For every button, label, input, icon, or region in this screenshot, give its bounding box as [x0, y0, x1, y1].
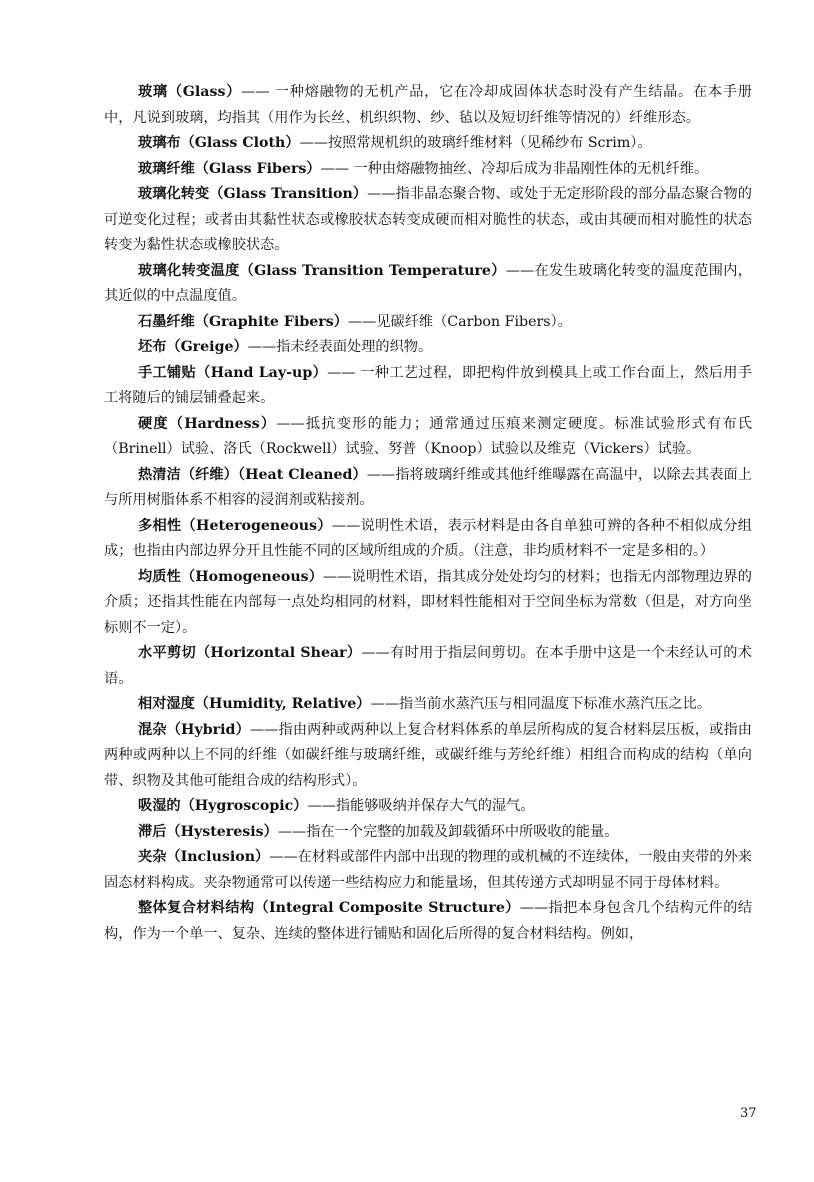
entry-term: 多相性（Heterogeneous）: [138, 517, 332, 534]
entry-term: 手工铺贴（Hand Lay-up）: [138, 364, 328, 381]
glossary-entry: [104, 463, 752, 514]
entry-definition: ——指在一个完整的加载及卸载循环中所吸收的能量。: [277, 823, 619, 840]
glossary-entry: [104, 259, 752, 310]
entry-term: 热清洁（纤维）（Heat Cleaned）: [138, 466, 367, 483]
entry-definition: ——在发生玻璃化转变的温度范围内，其近似的中点温度值。: [104, 262, 752, 304]
glossary-entry: [104, 896, 752, 947]
entry-definition: ——在材料或部件内部中出现的物理的或机械的不连续体，一般由夹带的外来固态材料构成。夹杂物通常可以传递一些结构应力和能量场，但其传递方式却明显不同于母体材料。: [104, 849, 752, 891]
entry-definition: ——抵抗变形的能力；通常通过压痕来测定硬度。标准试验形式有布氏（Brinell）试验、洛氏（Rockwell）试验、努普（Knoop）试验以及维克（Vickers）试验。: [104, 415, 752, 457]
glossary-entry: [104, 718, 752, 795]
glossary-entry: [104, 641, 752, 692]
entry-term: 吸湿的（Hygroscopic）: [138, 798, 308, 814]
entry-term: 玻璃化转变温度（Glass Transition Temperature）: [138, 262, 506, 279]
entry-definition: ——按照常规机织的玻璃纤维材料（见稀纱布 Scrim）。: [299, 135, 652, 151]
entry-term: 均质性（Homogeneous）: [138, 568, 324, 585]
entry-definition: ——指当前水蒸汽压与相同温度下标准水蒸汽压之比。: [370, 696, 712, 712]
glossary-entry: [104, 692, 752, 718]
entry-term: 玻璃（Glass）: [138, 84, 242, 100]
entry-term: 整体复合材料结构（Integral Composite Structure）: [138, 900, 520, 916]
glossary-entry: [104, 845, 752, 896]
entry-definition: ——指由两种或两种以上复合材料体系的单层所构成的复合材料层压板，或指由两种或两种以上不同的纤维（如碳纤维与玻璃纤维，或碳纤维与芳纶纤维）相组合而构成的结构（单向带、织物及其他可能组合成的结构形式）。: [104, 721, 752, 789]
glossary-entry: [104, 182, 752, 259]
glossary-entry: [104, 310, 752, 336]
entry-term: 混杂（Hybrid）: [138, 721, 250, 738]
page-number: 37: [740, 1106, 757, 1121]
entry-definition: ——说明性术语，指其成分处处均匀的材料；也指无内部物理边界的介质；还指其性能在内部每一点处均相同的材料，即材料性能相对于空间坐标为常数（但是，对方向坐标则不一定）。: [104, 568, 752, 636]
entry-term: 相对湿度（Humidity, Relative）: [138, 696, 371, 712]
entry-term: 玻璃化转变（Glass Transition）: [138, 186, 368, 202]
glossary-entry: [104, 80, 752, 131]
entry-definition: —— 一种熔融物的无机产品，它在冷却成固体状态时没有产生结晶。在本手册中，凡说到玻璃，均指其（用作为长丝、机织织物、纱、毡以及短切纤维等情况的）纤维形态。: [104, 84, 752, 126]
entry-term: 石墨纤维（Graphite Fibers）: [138, 313, 348, 330]
entry-term: 玻璃纤维（Glass Fibers）: [138, 160, 321, 177]
glossary-entry: [104, 820, 752, 846]
entry-term: 夹杂（Inclusion）: [138, 849, 270, 865]
entry-definition: ——指把本身包含几个结构元件的结构，作为一个单一、复杂、连续的整体进行铺贴和固化后所得的复合材料结构。例如，: [104, 900, 752, 942]
entry-definition: ——见碳纤维（Carbon Fibers）。: [347, 313, 572, 330]
entry-term: 水平剪切（Horizontal Shear）: [138, 645, 362, 661]
glossary-entry: [104, 794, 752, 820]
entry-definition: ——指将玻璃纤维或其他纤维曝露在高温中，以除去其表面上与所用树脂体系不相容的浸润剂或粘接剂。: [104, 466, 752, 508]
entry-definition: —— 一种工艺过程，即把构件放到模具上或工作台面上，然后用手工将随后的铺层铺叠起来。: [104, 364, 752, 406]
entry-term: 硬度（Hardness）: [138, 415, 277, 432]
glossary-entry: [104, 335, 752, 361]
entry-definition: ——说明性术语，表示材料是由各自单独可辨的各种不相似成分组成；也指由内部边界分开且性能不同的区域所组成的介质。（注意，非均质材料不一定是多相的。）: [104, 517, 752, 559]
glossary-entry: [104, 157, 752, 183]
glossary-entry: [104, 514, 752, 565]
glossary-entry: [104, 565, 752, 642]
entry-definition: ——指未经表面处理的织物。: [247, 339, 433, 355]
glossary-body: [104, 80, 752, 947]
entry-definition: ——指非晶态聚合物、或处于无定形阶段的部分晶态聚合物的可逆变化过程；或者由其黏性状态或橡胶状态转变成硬而相对脆性的状态，或由其硬而相对脆性的状态转变为黏性状态或橡胶状态。: [104, 186, 752, 253]
glossary-entry: [104, 361, 752, 412]
entry-definition: ——指能够吸纳并保存大气的湿气。: [307, 798, 535, 814]
entry-term: 坯布（Greige）: [138, 339, 248, 355]
entry-definition: —— 一种由熔融物抽丝、冷却后成为非晶刚性体的无机纤维。: [320, 160, 709, 177]
entry-definition: ——有时用于指层间剪切。在本手册中这是一个未经认可的术语。: [104, 645, 752, 687]
entry-term: 滞后（Hysteresis）: [138, 823, 278, 840]
entry-term: 玻璃布（Glass Cloth）: [138, 135, 300, 151]
glossary-entry: [104, 412, 752, 463]
glossary-entry: [104, 131, 752, 157]
